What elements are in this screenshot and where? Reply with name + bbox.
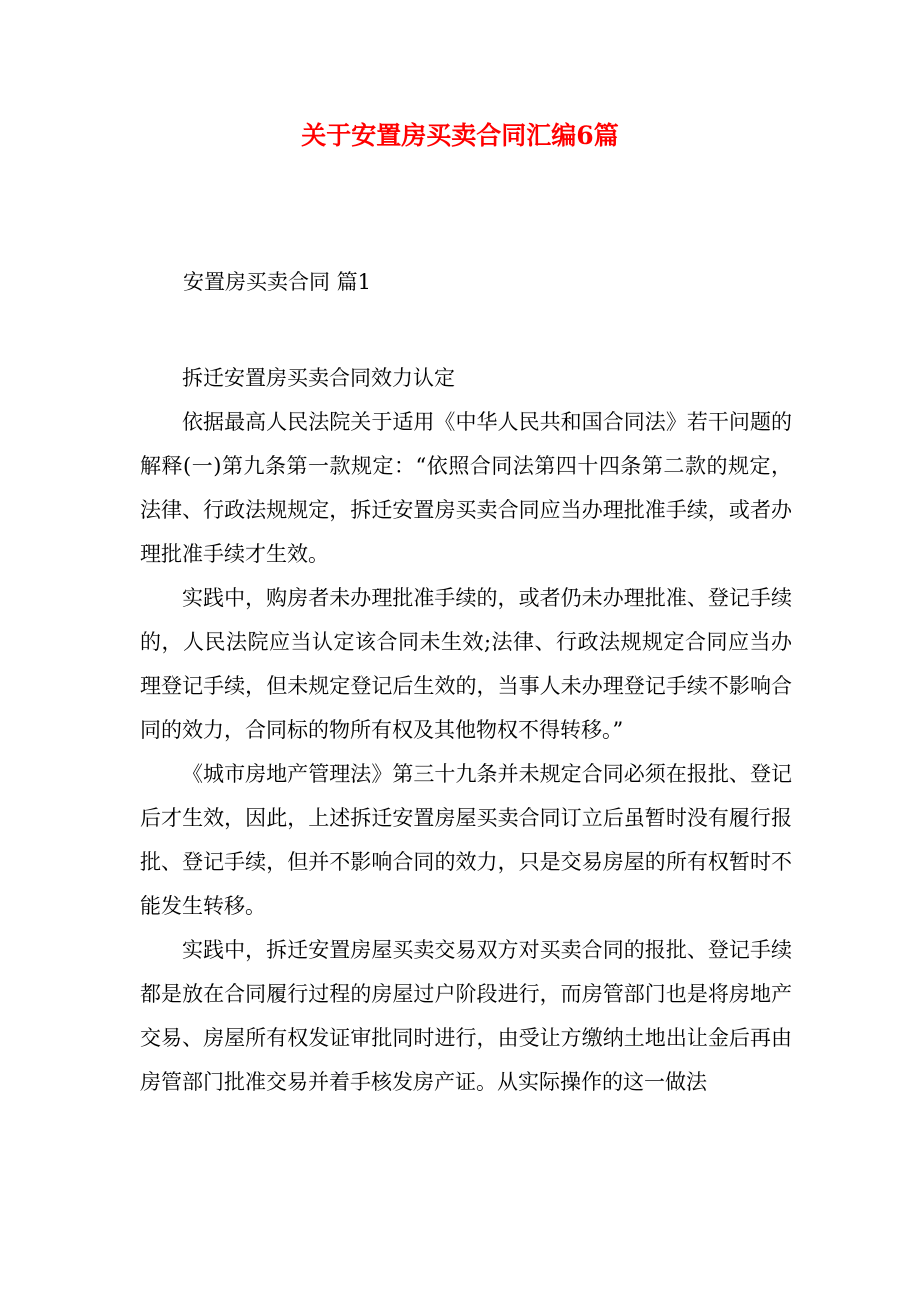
paragraph: 依据最高人民法院关于适用《中华人民共和国合同法》若干问题的解释(一)第九条第一款规定：“依照合同法第四十四条第二款的规定，法律、行政法规规定，拆迁安置房买卖合同应当办理批准手续，或者办理批准手续才生效。 (140, 410, 792, 566)
paragraph-subheading: 拆迁安置房买卖合同效力认定 (182, 366, 455, 390)
paragraph: 实践中，购房者未办理批准手续的，或者仍未办理批准、登记手续的，人民法院应当认定该合同未生效;法律、行政法规规定合同应当办理登记手续，但未规定登记后生效的，当事人未办理登记手续不影响合同的效力，合同标的物所有权及其他物权不得转移。” (140, 586, 792, 742)
paragraph: 实践中，拆迁安置房屋买卖交易双方对买卖合同的报批、登记手续都是放在合同履行过程的房屋过户阶段进行，而房管部门也是将房地产交易、房屋所有权发证审批同时进行，由受让方缴纳土地出让金后再由房管部门批准交易并着手核发房产证。从实际操作的这一做法 (140, 938, 792, 1094)
section-heading: 安置房买卖合同 篇1 (183, 270, 372, 294)
document-body (140, 356, 792, 1104)
paragraph: 《城市房地产管理法》第三十九条并未规定合同必须在报批、登记后才生效，因此，上述拆迁安置房屋买卖合同订立后虽暂时没有履行报批、登记手续，但并不影响合同的效力，只是交易房屋的所有权暂时不能发生转移。 (140, 762, 792, 918)
document-title: 关于安置房买卖合同汇编6篇 (301, 121, 619, 150)
